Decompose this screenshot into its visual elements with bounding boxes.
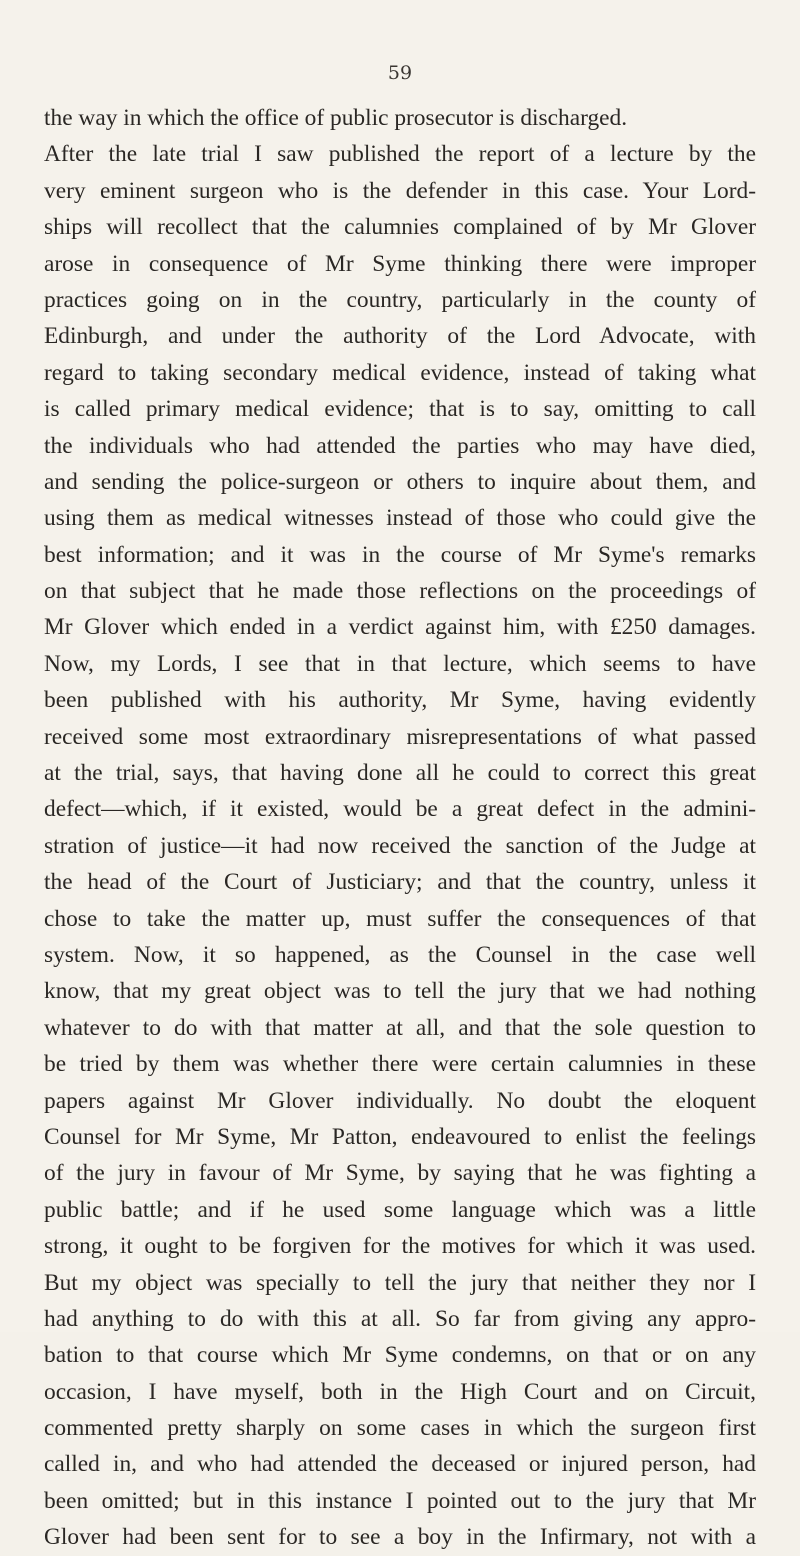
text-line: But my object was specially to tell the jury that neither they nor I — [44, 1269, 756, 1296]
text-line: is called primary medical evidence; that is to say, omitting to call — [44, 396, 756, 423]
text-line: know, that my great object was to tell the jury that we had nothing — [44, 978, 756, 1005]
text-line: received some most extraordinary misrepresentations of what passed — [44, 723, 756, 750]
text-line: chose to take the matter up, must suffer the consequences of that — [44, 905, 756, 932]
text-line: Counsel for Mr Syme, Mr Patton, endeavoured to enlist the feelings — [44, 1123, 756, 1150]
text-line: be tried by them was whether there were certain calumnies in these — [44, 1051, 756, 1078]
text-line: commented pretty sharply on some cases in which the surgeon first — [44, 1415, 756, 1442]
text-line: After the late trial I saw published the report of a lecture by the — [44, 141, 756, 168]
text-line: and sending the police-surgeon or others to inquire about them, and — [44, 468, 756, 495]
text-line: the individuals who had attended the parties who may have died, — [44, 432, 756, 459]
text-line: using them as medical witnesses instead of those who could give the — [44, 505, 756, 532]
text-line: public battle; and if he used some language which was a little — [44, 1196, 756, 1223]
text-line: of the jury in favour of Mr Syme, by saying that he was fighting a — [44, 1160, 756, 1187]
text-line: been published with his authority, Mr Syme, having evidently — [44, 687, 756, 714]
text-line: Now, my Lords, I see that in that lecture, which seems to have — [44, 650, 756, 677]
text-line: defect—which, if it existed, would be a great defect in the admini- — [44, 796, 756, 823]
text-line: had anything to do with this at all. So far from giving any appro- — [44, 1305, 756, 1332]
text-line: Glover had been sent for to see a boy in the Infirmary, not with a — [44, 1524, 756, 1551]
text-line: occasion, I have myself, both in the High Court and on Circuit, — [44, 1378, 756, 1405]
text-line: whatever to do with that matter at all, and that the sole question to — [44, 1014, 756, 1041]
text-line: Mr Glover which ended in a verdict against him, with £250 damages. — [44, 614, 756, 641]
text-line: best information; and it was in the course of Mr Syme's remarks — [44, 541, 756, 568]
text-line: Edinburgh, and under the authority of the Lord Advocate, with — [44, 323, 756, 350]
text-line: system. Now, it so happened, as the Counsel in the case well — [44, 941, 756, 968]
text-line: practices going on in the country, particularly in the county of — [44, 286, 756, 313]
text-line: bation to that course which Mr Syme condemns, on that or on any — [44, 1342, 756, 1369]
text-line: ships will recollect that the calumnies complained of by Mr Glover — [44, 214, 756, 241]
text-line: stration of justice—it had now received the sanction of the Judge at — [44, 832, 756, 859]
text-line: called in, and who had attended the deceased or injured person, had — [44, 1451, 756, 1478]
text-line: at the trial, says, that having done all he could to correct this great — [44, 760, 756, 787]
text-line: papers against Mr Glover individually. No doubt the eloquent — [44, 1087, 756, 1114]
body-text — [44, 100, 756, 1556]
text-line: regard to taking secondary medical evidence, instead of taking what — [44, 359, 756, 386]
text-line: arose in consequence of Mr Syme thinking there were improper — [44, 250, 756, 277]
text-line: the way in which the office of public prosecutor is discharged. — [44, 105, 628, 131]
text-line: strong, it ought to be forgiven for the motives for which it was used. — [44, 1233, 756, 1260]
text-line: been omitted; but in this instance I pointed out to the jury that Mr — [44, 1487, 756, 1514]
text-line: very eminent surgeon who is the defender in this case. Your Lord- — [44, 177, 756, 204]
text-line: on that subject that he made those reflections on the proceedings of — [44, 578, 756, 605]
page-number: 59 — [387, 62, 413, 84]
text-line: the head of the Court of Justiciary; and that the country, unless it — [44, 869, 756, 896]
